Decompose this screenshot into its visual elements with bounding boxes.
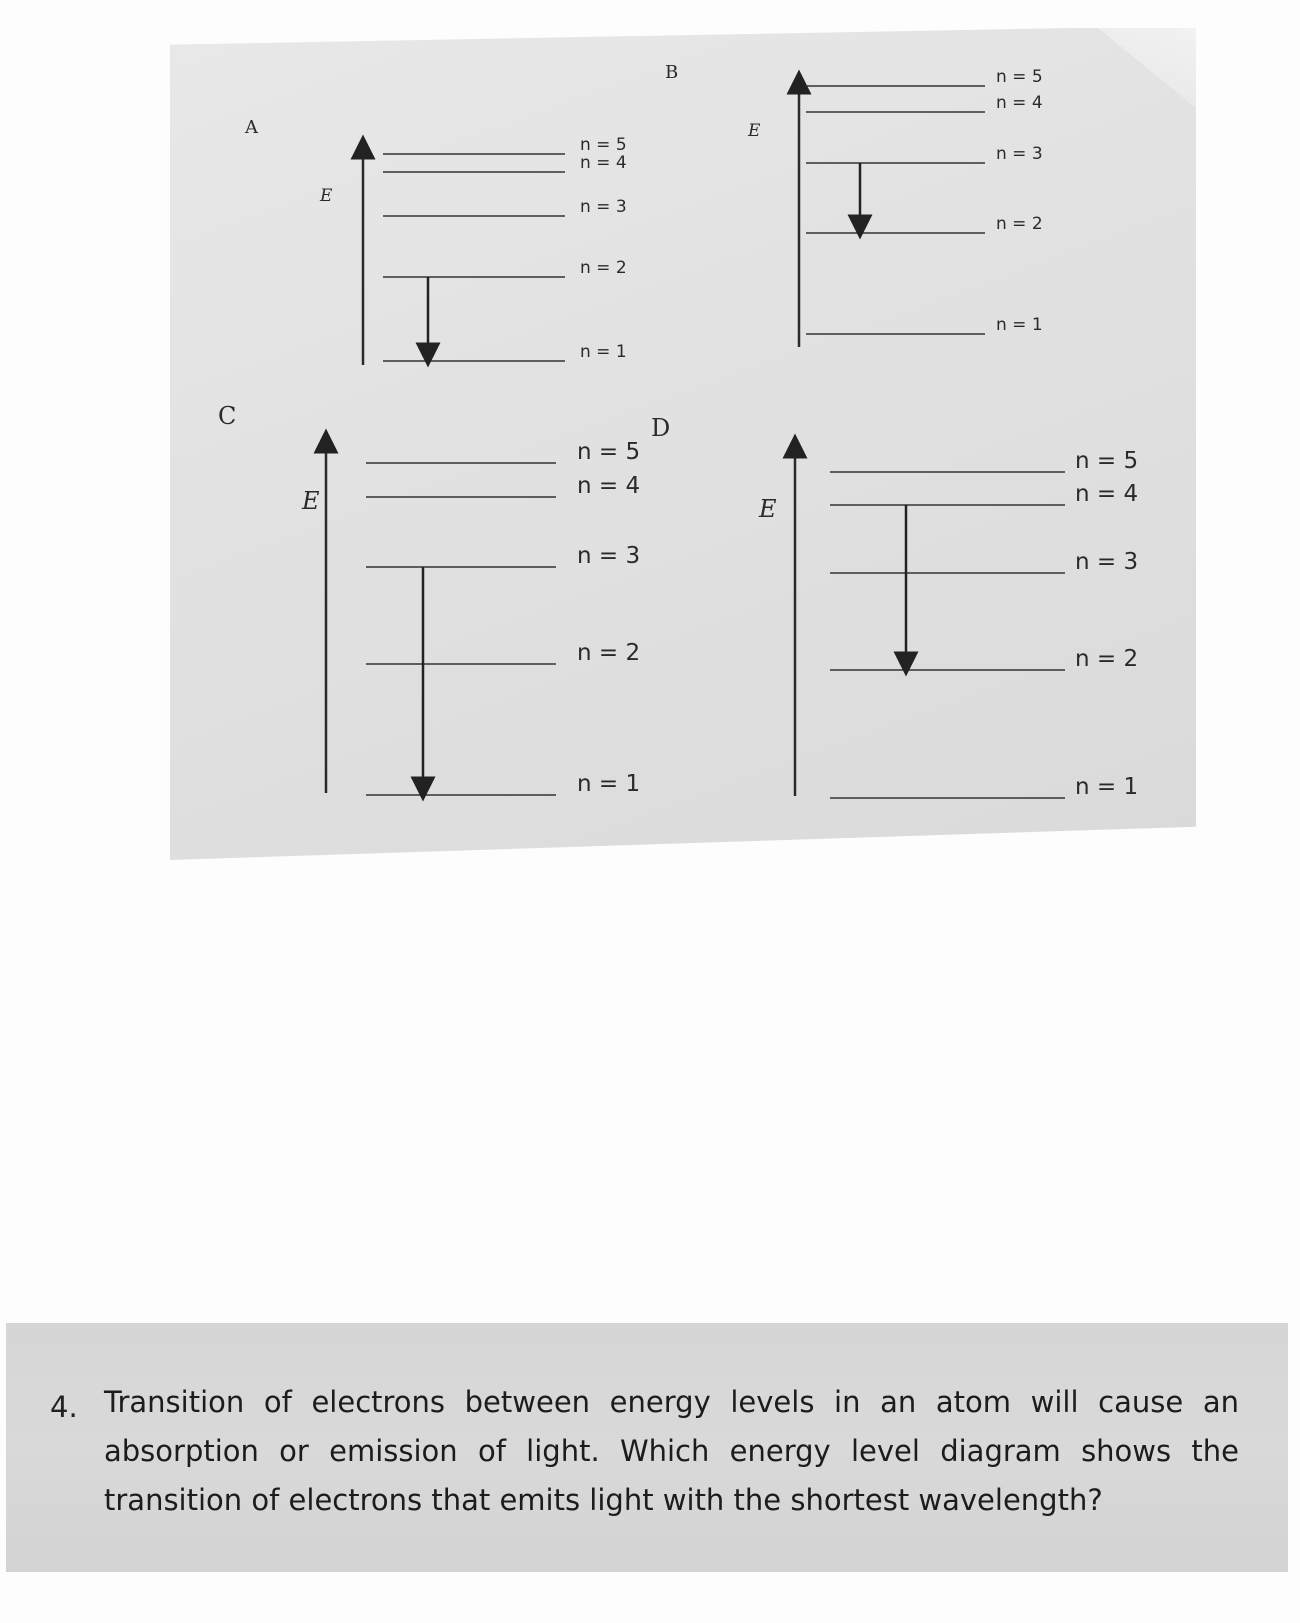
energy-level-label-d: n = 1	[1075, 774, 1139, 800]
energy-level-label-d: n = 3	[1075, 549, 1139, 575]
energy-level-label-d: n = 2	[1075, 646, 1139, 672]
energy-level-label-c: n = 1	[577, 771, 641, 797]
energy-level-label-a: n = 3	[580, 197, 627, 217]
energy-level-label-b: n = 5	[996, 67, 1043, 87]
energy-axis-label-c: E	[302, 487, 320, 515]
question-number: 4.	[50, 1390, 78, 1424]
energy-level-label-a: n = 2	[580, 258, 627, 278]
diagram-label-d: D	[651, 414, 671, 442]
energy-level-label-d: n = 5	[1075, 448, 1139, 474]
question-text: Transition of electrons between energy levels in an atom will cause an absorption or emission of light. Which energy level diagram shows the transition of electrons that emits light with the shortest wavelength?	[104, 1385, 1239, 1517]
energy-level-label-b: n = 3	[996, 144, 1043, 164]
energy-level-label-c: n = 4	[577, 473, 641, 499]
diagram-label-b: B	[665, 62, 679, 83]
energy-level-label-c: n = 2	[577, 640, 641, 666]
energy-level-label-d: n = 4	[1075, 481, 1139, 507]
diagram-label-c: C	[218, 402, 237, 430]
energy-axis-label-d: E	[759, 495, 777, 523]
energy-level-label-a: n = 1	[580, 342, 627, 362]
energy-level-label-a: n = 5	[580, 135, 627, 155]
energy-level-label-c: n = 5	[577, 439, 641, 465]
energy-level-label-b: n = 1	[996, 315, 1043, 335]
energy-level-label-b: n = 2	[996, 214, 1043, 234]
energy-level-label-a: n = 4	[580, 153, 627, 173]
energy-level-label-c: n = 3	[577, 543, 641, 569]
energy-level-label-b: n = 4	[996, 93, 1043, 113]
energy-axis-label-b: E	[748, 121, 761, 141]
energy-axis-label-a: E	[320, 186, 333, 206]
diagram-label-a: A	[245, 117, 258, 138]
